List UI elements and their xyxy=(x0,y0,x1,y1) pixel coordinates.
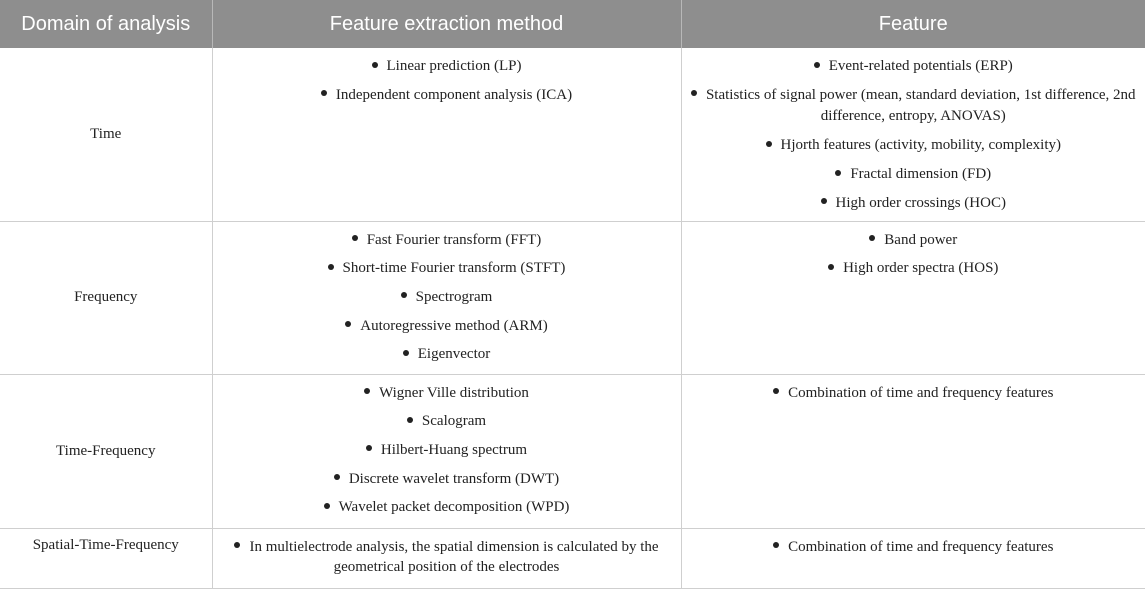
bullet-icon xyxy=(334,474,340,480)
list-item: Discrete wavelet transform (DWT) xyxy=(219,469,675,489)
bullet-icon xyxy=(401,292,407,298)
list-item: Event-related potentials (ERP) xyxy=(688,56,1140,76)
feature-list xyxy=(688,537,1140,557)
method-cell xyxy=(212,48,681,221)
bullet-icon xyxy=(766,141,772,147)
list-item: Combination of time and frequency features xyxy=(688,383,1140,403)
feature-list xyxy=(688,56,1140,213)
feature-cell xyxy=(681,528,1145,588)
bullet-icon xyxy=(372,62,378,68)
header-feature: Feature xyxy=(681,0,1145,48)
method-list xyxy=(219,56,675,105)
list-item: Wigner Ville distribution xyxy=(219,383,675,403)
bullet-icon xyxy=(321,90,327,96)
bullet-icon xyxy=(814,62,820,68)
domain-cell: Frequency xyxy=(0,221,212,374)
method-cell xyxy=(212,221,681,374)
method-cell xyxy=(212,528,681,588)
bullet-icon xyxy=(324,503,330,509)
list-item: Fast Fourier transform (FFT) xyxy=(219,230,675,250)
bullet-icon xyxy=(366,445,372,451)
header-domain: Domain of analysis xyxy=(0,0,212,48)
list-item: Spectrogram xyxy=(219,287,675,307)
bullet-icon xyxy=(328,264,334,270)
list-item: In multielectrode analysis, the spatial dimension is calculated by the geometrical position of the electrodes xyxy=(219,537,675,577)
list-item: Hjorth features (activity, mobility, complexity) xyxy=(688,135,1140,155)
feature-list xyxy=(688,230,1140,279)
list-item: Hilbert-Huang spectrum xyxy=(219,440,675,460)
bullet-icon xyxy=(835,170,841,176)
header-row xyxy=(0,0,1145,48)
bullet-icon xyxy=(407,417,413,423)
feature-list xyxy=(688,383,1140,403)
domain-cell: Time-Frequency xyxy=(0,374,212,528)
bullet-icon xyxy=(821,198,827,204)
list-item: Fractal dimension (FD) xyxy=(688,164,1140,184)
list-item: Wavelet packet decomposition (WPD) xyxy=(219,497,675,517)
domain-cell: Time xyxy=(0,48,212,221)
list-item: Combination of time and frequency features xyxy=(688,537,1140,557)
method-list xyxy=(219,383,675,518)
domain-cell: Spatial-Time-Frequency xyxy=(0,528,212,588)
list-item: Scalogram xyxy=(219,411,675,431)
list-item: Linear prediction (LP) xyxy=(219,56,675,76)
list-item: Independent component analysis (ICA) xyxy=(219,85,675,105)
bullet-icon xyxy=(403,350,409,356)
bullet-icon xyxy=(364,388,370,394)
list-item: Autoregressive method (ARM) xyxy=(219,316,675,336)
table-row xyxy=(0,374,1145,528)
bullet-icon xyxy=(691,90,697,96)
list-item: Statistics of signal power (mean, standard deviation, 1st difference, 2nd difference, entropy, ANOVAS) xyxy=(688,85,1140,127)
bullet-icon xyxy=(869,235,875,241)
table-row xyxy=(0,48,1145,221)
header-method: Feature extraction method xyxy=(212,0,681,48)
bullet-icon xyxy=(828,264,834,270)
feature-cell xyxy=(681,374,1145,528)
method-list xyxy=(219,537,675,577)
method-cell xyxy=(212,374,681,528)
list-item: High order spectra (HOS) xyxy=(688,258,1140,278)
table-header xyxy=(0,0,1145,48)
method-list xyxy=(219,230,675,365)
list-item: Eigenvector xyxy=(219,344,675,364)
bullet-icon xyxy=(345,321,351,327)
feature-cell xyxy=(681,48,1145,221)
feature-cell xyxy=(681,221,1145,374)
bullet-icon xyxy=(773,388,779,394)
table-row xyxy=(0,528,1145,588)
list-item: Band power xyxy=(688,230,1140,250)
bullet-icon xyxy=(352,235,358,241)
table-row xyxy=(0,221,1145,374)
list-item: High order crossings (HOC) xyxy=(688,193,1140,213)
bullet-icon xyxy=(773,542,779,548)
list-item: Short-time Fourier transform (STFT) xyxy=(219,258,675,278)
table-body xyxy=(0,48,1145,588)
bullet-icon xyxy=(234,542,240,548)
